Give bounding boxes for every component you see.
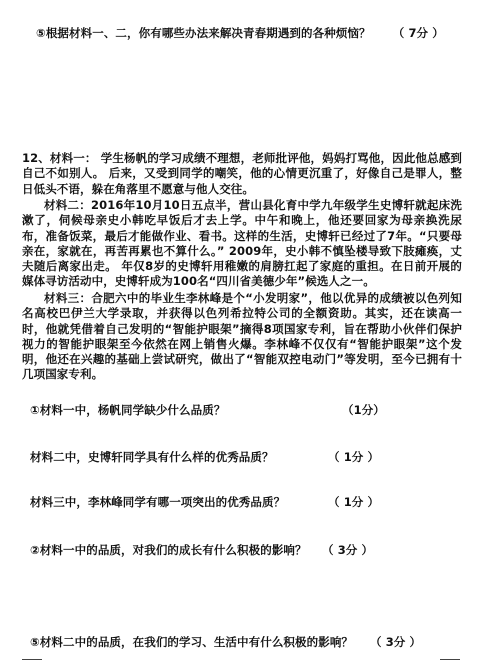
material-2-paragraph (22, 198, 462, 290)
material-3-paragraph (22, 291, 462, 383)
footer-rule-left (22, 659, 42, 664)
question-5-continued (36, 26, 444, 41)
material-2-text: 材料二：2016年10月10日五点半，营山县化育中学九年级学生史博轩就起床洗漱了，伺候母亲史小韩吃早饭后才去上学。中午和晚上，他还要回家为母亲换洗尿布，准备饭菜，最后才能做作业、看书。这样的生活，史博轩已经过了7年。“只要母亲在，家就在，再苦再累也不算什么。” 2009年，史小韩不慎坠楼导致下肢瘫痪，丈夫随后离家出走。 年仅8岁的史博轩用稚嫩的肩膀扛起了家庭的重担。在日前开展的媒体寻访活动中，史博轩成为100名“四川省美德少年”候选人之一。 (22, 198, 462, 289)
footer-rule-right (440, 659, 460, 664)
material-1-text: 12、材料一： 学生杨帆的学习成绩不理想，老师批评他，妈妈打骂他，因此他总感到自己不如别人。 后来，又受到同学的嘲笑，他的心情更沉重了，好像自己是罪人，整日低头不语，躲在角落里不愿意与他人交往。 (22, 151, 462, 196)
sub-question-4-points: （ 3分 ） (322, 543, 374, 557)
sub-question-1-text: ①材料一中，杨帆同学缺少什么品质？ (30, 403, 226, 417)
sub-question-2-text: 材料二中，史博轩同学具有什么样的优秀品质？ (30, 450, 274, 464)
sub-question-3-points: （ 1分 ） (328, 495, 380, 509)
sub-question-5 (30, 635, 422, 650)
question-5-text: ⑤根据材料一、二，你有哪些办法来解决青春期遇到的各种烦恼？ (36, 26, 371, 40)
sub-question-1 (30, 403, 385, 418)
sub-question-2 (30, 450, 380, 465)
sub-question-4 (30, 543, 374, 558)
material-1-paragraph (22, 151, 462, 197)
sub-question-1-points: （1分） (342, 403, 385, 417)
question-5-points: （ 7分 ） (392, 26, 444, 40)
sub-question-2-points: （ 1分 ） (328, 450, 380, 464)
material-3-text: 材料三：合肥六中的毕业生李林峰是个“小发明家”，他以优异的成绩被以色列知名高校巴伊兰大学录取，并获得以色列希拉特公司的全额资助。其实，还在读高一时，他就凭借着自己发明的“智能护眼架”摘得8项国家专利，旨在帮助小伙伴们保护视力的智能护眼架至今依然在网上销售火爆。李林峰不仅仅有“智能护眼架”这个发明，他还在兴趣的基础上尝试研究，做出了“智能双控电动门”等发明，至今已拥有十几项国家专利。 (22, 291, 462, 382)
sub-question-5-text: ⑤材料二中的品质，在我们的学习、生活中有什么积极的影响？ (30, 635, 354, 649)
sub-question-3-text: 材料三中，李林峰同学有哪一项突出的优秀品质？ (30, 495, 286, 509)
sub-question-4-text: ②材料一中的品质，对我们的成长有什么积极的影响？ (30, 543, 307, 557)
sub-question-5-points: （ 3分 ） (370, 635, 422, 649)
sub-question-3 (30, 495, 380, 510)
